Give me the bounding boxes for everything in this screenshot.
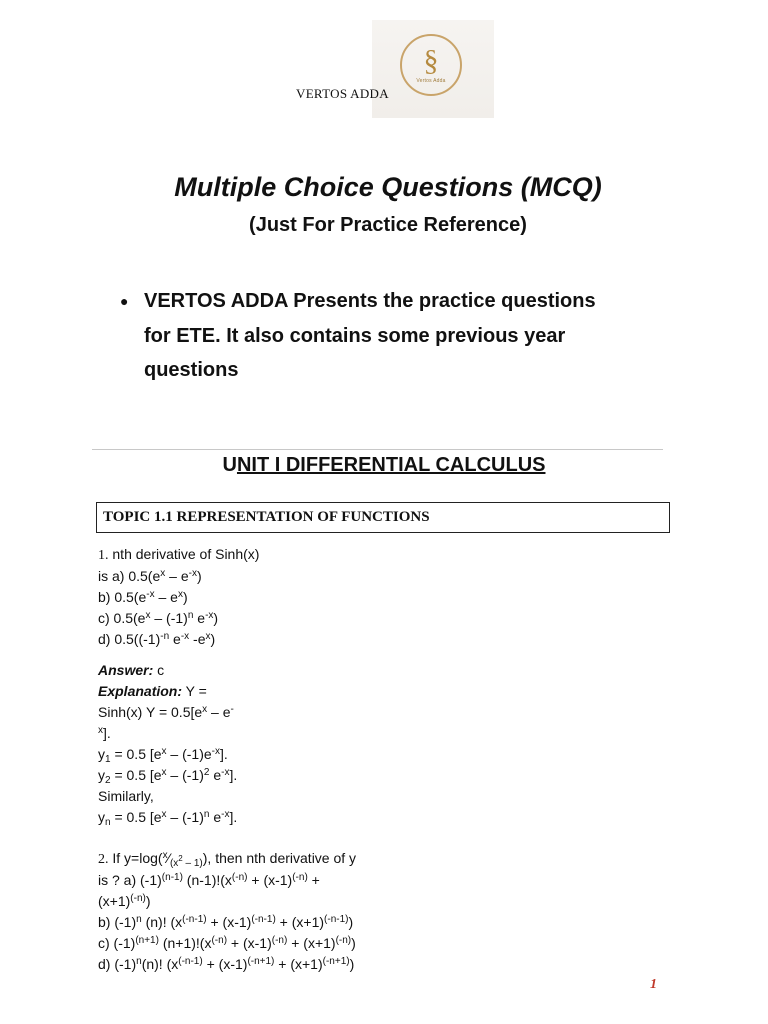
question-1-option-d: d) $0.5((-1)^{-n}$ $e^{-x}$ $-e^x$) bbox=[98, 631, 216, 647]
explanation-similarly: Similarly, bbox=[98, 788, 154, 804]
topic-box: TOPIC 1.1 REPRESENTATION OF FUNCTIONS bbox=[96, 502, 670, 533]
question-1-option-b: b) $0.5(e^{-x} - e^x)$ bbox=[98, 589, 188, 605]
question-1-number: 1. bbox=[98, 548, 109, 563]
unit-heading-first-letter: U bbox=[222, 454, 237, 476]
question-2-option-d: d) $(-1)^n(n)$! $(x^{(-n-1)} + (x-1)^{(-n+1)} + (x+1)^{(-n+1)})$ bbox=[98, 956, 355, 972]
page-title: Multiple Choice Questions (MCQ) bbox=[174, 172, 602, 202]
answer-value: c bbox=[153, 662, 165, 678]
logo bbox=[372, 20, 494, 118]
question-1-answer-block bbox=[98, 660, 418, 828]
question-1-option-a: is a) $0.5(e^x - e^{-x})$ bbox=[98, 568, 202, 584]
question-2-option-a-cont: $(x+1)^{(-n)}$) bbox=[98, 893, 151, 909]
question-2-number: 2. bbox=[98, 852, 109, 867]
vertos-adda-logo-icon bbox=[400, 34, 462, 96]
bullet-icon: ● bbox=[120, 293, 129, 309]
explanation-line: $^x$]. bbox=[98, 725, 111, 741]
explanation-line: Sinh(x) $Y = 0.5[e^x - e^-$ bbox=[98, 704, 234, 720]
explanation-label: Explanation: bbox=[98, 683, 183, 699]
page-subtitle: (Just For Practice Reference) bbox=[249, 214, 527, 236]
divider bbox=[92, 449, 663, 450]
explanation-line: $y_2 = 0.5$ [$e^x - (-1)^2$ $e^{-x}$]. bbox=[98, 767, 238, 786]
logo-text: Vertos Adda bbox=[416, 78, 446, 84]
question-2 bbox=[98, 848, 428, 975]
intro-text: VERTOS ADDA Presents the practice questions for ETE. It also contains some previous year questions bbox=[144, 290, 596, 381]
brand-name: VERTOS ADDA bbox=[296, 86, 389, 101]
question-1 bbox=[98, 544, 418, 650]
question-1-option-c: c) $0.5(e^x - (-1)^n$ $e^{-x}$) bbox=[98, 610, 219, 626]
answer-label: Answer: bbox=[98, 662, 154, 678]
question-2-option-c: c) $(-1)^{(n+1)}$ $(n+1)!(x^{(-n)} + (x-1)^{(-n)} + (x+1)^{(-n)})$ bbox=[98, 935, 356, 951]
question-1-answer bbox=[98, 660, 418, 681]
explanation-line: $y_1 = 0.5$ $[e^x - (-1)e^{-x}]$. bbox=[98, 746, 228, 765]
page-number: 1 bbox=[650, 977, 657, 992]
question-1-explanation: Explanation: Y = bbox=[98, 683, 207, 699]
question-2-option-a: is ? a) $(-1)^{(n-1)}$ $(n-1)!(x^{(-n)} + (x-1)^{(-n)}$ + bbox=[98, 872, 320, 888]
logo-glyph: § bbox=[423, 44, 439, 77]
explanation-line: $y_n = 0.5$ [$e^x - (-1)^n$ $e^{-x}$]. bbox=[98, 809, 238, 828]
question-1-text: nth derivative of Sinh(x) bbox=[108, 546, 260, 562]
question-2-option-b: b) $(-1)^n$ (n)! $(x^{(-n-1)} + (x-1)^{(-n-1)} + (x+1)^{(-n-1)})$ bbox=[98, 914, 354, 930]
question-2-stem: 2. If $y=\log(^x⁄_{(x^2 - 1)})$, then nth derivative of y bbox=[98, 850, 357, 869]
unit-heading-rest: NIT I DIFFERENTIAL CALCULUS bbox=[236, 454, 546, 476]
unit-heading bbox=[0, 454, 768, 477]
question-1-stem bbox=[98, 544, 418, 566]
